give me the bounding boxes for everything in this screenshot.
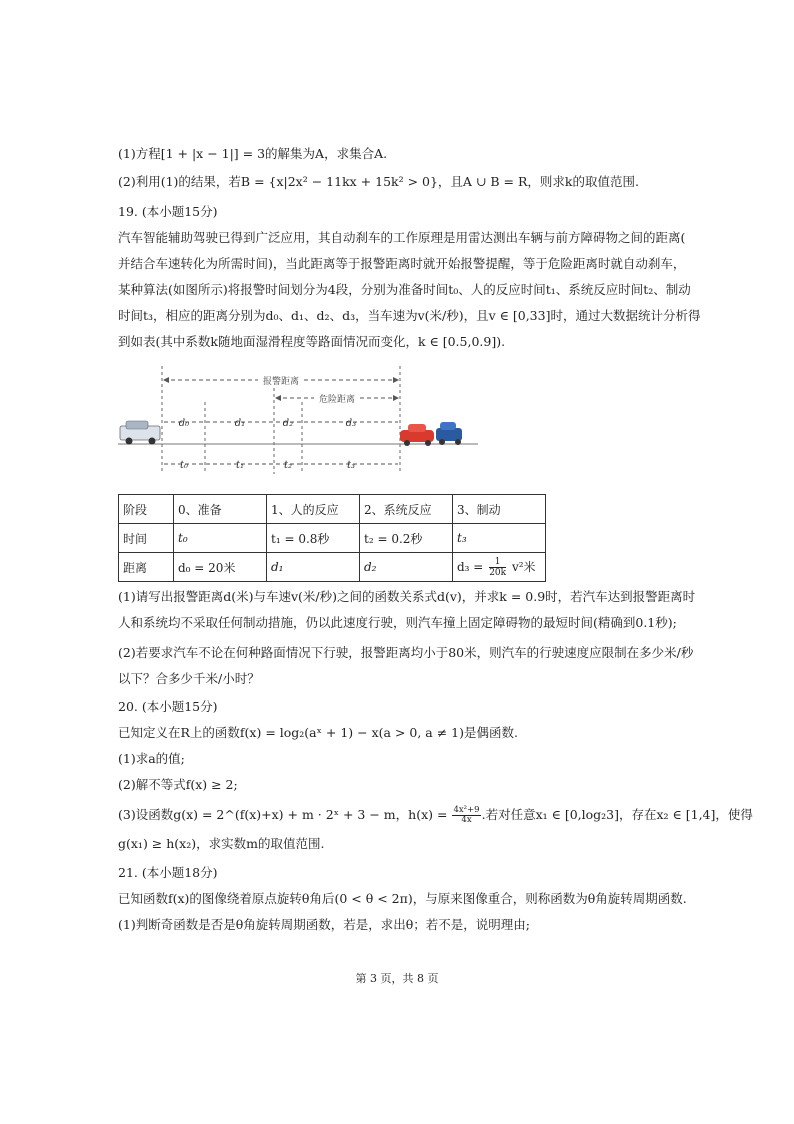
distance-diagram	[118, 364, 478, 484]
table-cell: t₀	[174, 524, 267, 553]
q19-part1-line1: (1)请写出报警距离d(米)与车速v(米/秒)之间的函数关系式d(v)，并求k = 0.9时，若汽车达到报警距离时	[118, 589, 696, 604]
question-18-part1: (1)方程[1 + |x − 1|] = 3的解集为A，求集合A.	[118, 146, 388, 161]
table-cell: 1、人的反应	[267, 495, 360, 524]
table-cell: d₀ = 20米	[174, 553, 267, 582]
d1-label: d₁	[234, 418, 246, 429]
q21-stem: 已知函数f(x)的图像绕着原点旋转θ角后(0 < θ < 2π)，与原来图像重合，则称函数为θ角旋转周期函数.	[118, 891, 687, 906]
d0-label: d₀	[178, 418, 190, 429]
d2-label: d₂	[282, 418, 294, 429]
q20-part1: (1)求a的值;	[118, 751, 185, 766]
question-18-part2: (2)利用(1)的结果，若B = {x|2x² − 11kx + 15k² > 0}，且A ∪ B = R，则求k的取值范围.	[118, 174, 639, 189]
h-denominator: 4x	[461, 815, 472, 825]
table-cell: 3、制动	[453, 495, 546, 524]
table-cell: 距离	[119, 553, 174, 582]
q19-part1-line2: 人和系统均不采取任何制动措施，仍以此速度行驶，则汽车撞上固定障碍物的最短时间(精确到0.1秒);	[118, 615, 677, 630]
page-footer: 第 3 页，共 8 页	[355, 972, 439, 985]
d3-prefix: d₃ =	[457, 559, 484, 574]
crash-cars-icon	[400, 422, 462, 446]
q20-part3-line1	[118, 806, 753, 825]
d3-denominator: 20k	[489, 567, 507, 578]
t2-label: t₂	[283, 460, 293, 471]
table-cell: t₁ = 0.8秒	[267, 524, 360, 553]
table-cell-d3	[453, 553, 546, 582]
q21-part1: (1)判断奇函数是否是θ角旋转周期函数，若是，求出θ；若不是，说明理由;	[118, 917, 530, 932]
danger-distance-label: 危险距离	[318, 395, 356, 405]
alarm-distance-label: 报警距离	[262, 377, 300, 387]
paragraph-line: 并结合车速转化为所需时间)，当此距离等于报警距离时就开始报警提醒，等于危险距离时就自动刹车，	[118, 256, 686, 271]
q20-part2: (2)解不等式f(x) ≥ 2;	[118, 777, 238, 792]
data-table	[118, 494, 546, 582]
table-cell: d₁	[267, 553, 360, 582]
t0-label: t₀	[179, 460, 189, 471]
d3-suffix: v²米	[511, 559, 536, 574]
question-21-header: 21. (本小题18分)	[118, 865, 218, 880]
t1-label: t₁	[235, 460, 245, 471]
q19-part2-line1: (2)若要求汽车不论在何种路面情况下行驶，报警距离均小于80米，则汽车的行驶速度应限制在多少米/秒	[118, 645, 694, 660]
paragraph-line: 时间t₃，相应的距离分别为d₀、d₁、d₂、d₃，当车速为v(米/秒)，且v ∈ [0,33]时，通过大数据统计分析得	[118, 308, 701, 323]
paragraph-line: 某种算法(如图所示)将报警时间划分为4段，分别为准备时间t₀、人的反应时间t₁、系统反应时间t₂、制动	[118, 282, 691, 297]
d3-numerator: 1	[489, 557, 506, 568]
table-cell: 阶段	[119, 495, 174, 524]
question-20-header: 20. (本小题15分)	[118, 699, 218, 714]
table-row	[119, 553, 546, 582]
h-numerator: 4x²+9	[453, 805, 480, 815]
table-row	[119, 495, 546, 524]
table-row	[119, 524, 546, 553]
q19-part2-line2: 以下？合多少千米/小时？	[118, 671, 260, 686]
table-cell: d₂	[360, 553, 453, 582]
table-cell: 2、系统反应	[360, 495, 453, 524]
table-cell: 0、准备	[174, 495, 267, 524]
table-cell: t₂ = 0.2秒	[360, 524, 453, 553]
question-19-header: 19. (本小题15分)	[118, 204, 218, 219]
table-cell: 时间	[119, 524, 174, 553]
q20-part3-a: (3)设函数g(x) = 2^(f(x)+x) + m · 2ˣ + 3 − m，h(x) =	[118, 807, 448, 822]
suv-car-icon	[120, 421, 160, 445]
t3-label: t₃	[346, 460, 356, 471]
q20-part3-b: .若对任意x₁ ∈ [0,log₂3]，存在x₂ ∈ [1,4]，使得	[481, 807, 753, 822]
q20-stem: 已知定义在R上的函数f(x) = log₂(aˣ + 1) − x(a > 0, a ≠ 1)是偶函数.	[118, 725, 518, 740]
d3-label: d₃	[345, 418, 357, 429]
paragraph-line: 到如表(其中系数k随地面湿滑程度等路面情况而变化，k ∈ [0.5,0.9]).	[118, 334, 506, 349]
paragraph-line: 汽车智能辅助驾驶已得到广泛应用，其自动刹车的工作原理是用雷达测出车辆与前方障碍物之间的距离(	[118, 230, 686, 245]
table-cell: t₃	[453, 524, 546, 553]
q20-part3-line2: g(x₁) ≥ h(x₂)，求实数m的取值范围.	[118, 836, 325, 851]
